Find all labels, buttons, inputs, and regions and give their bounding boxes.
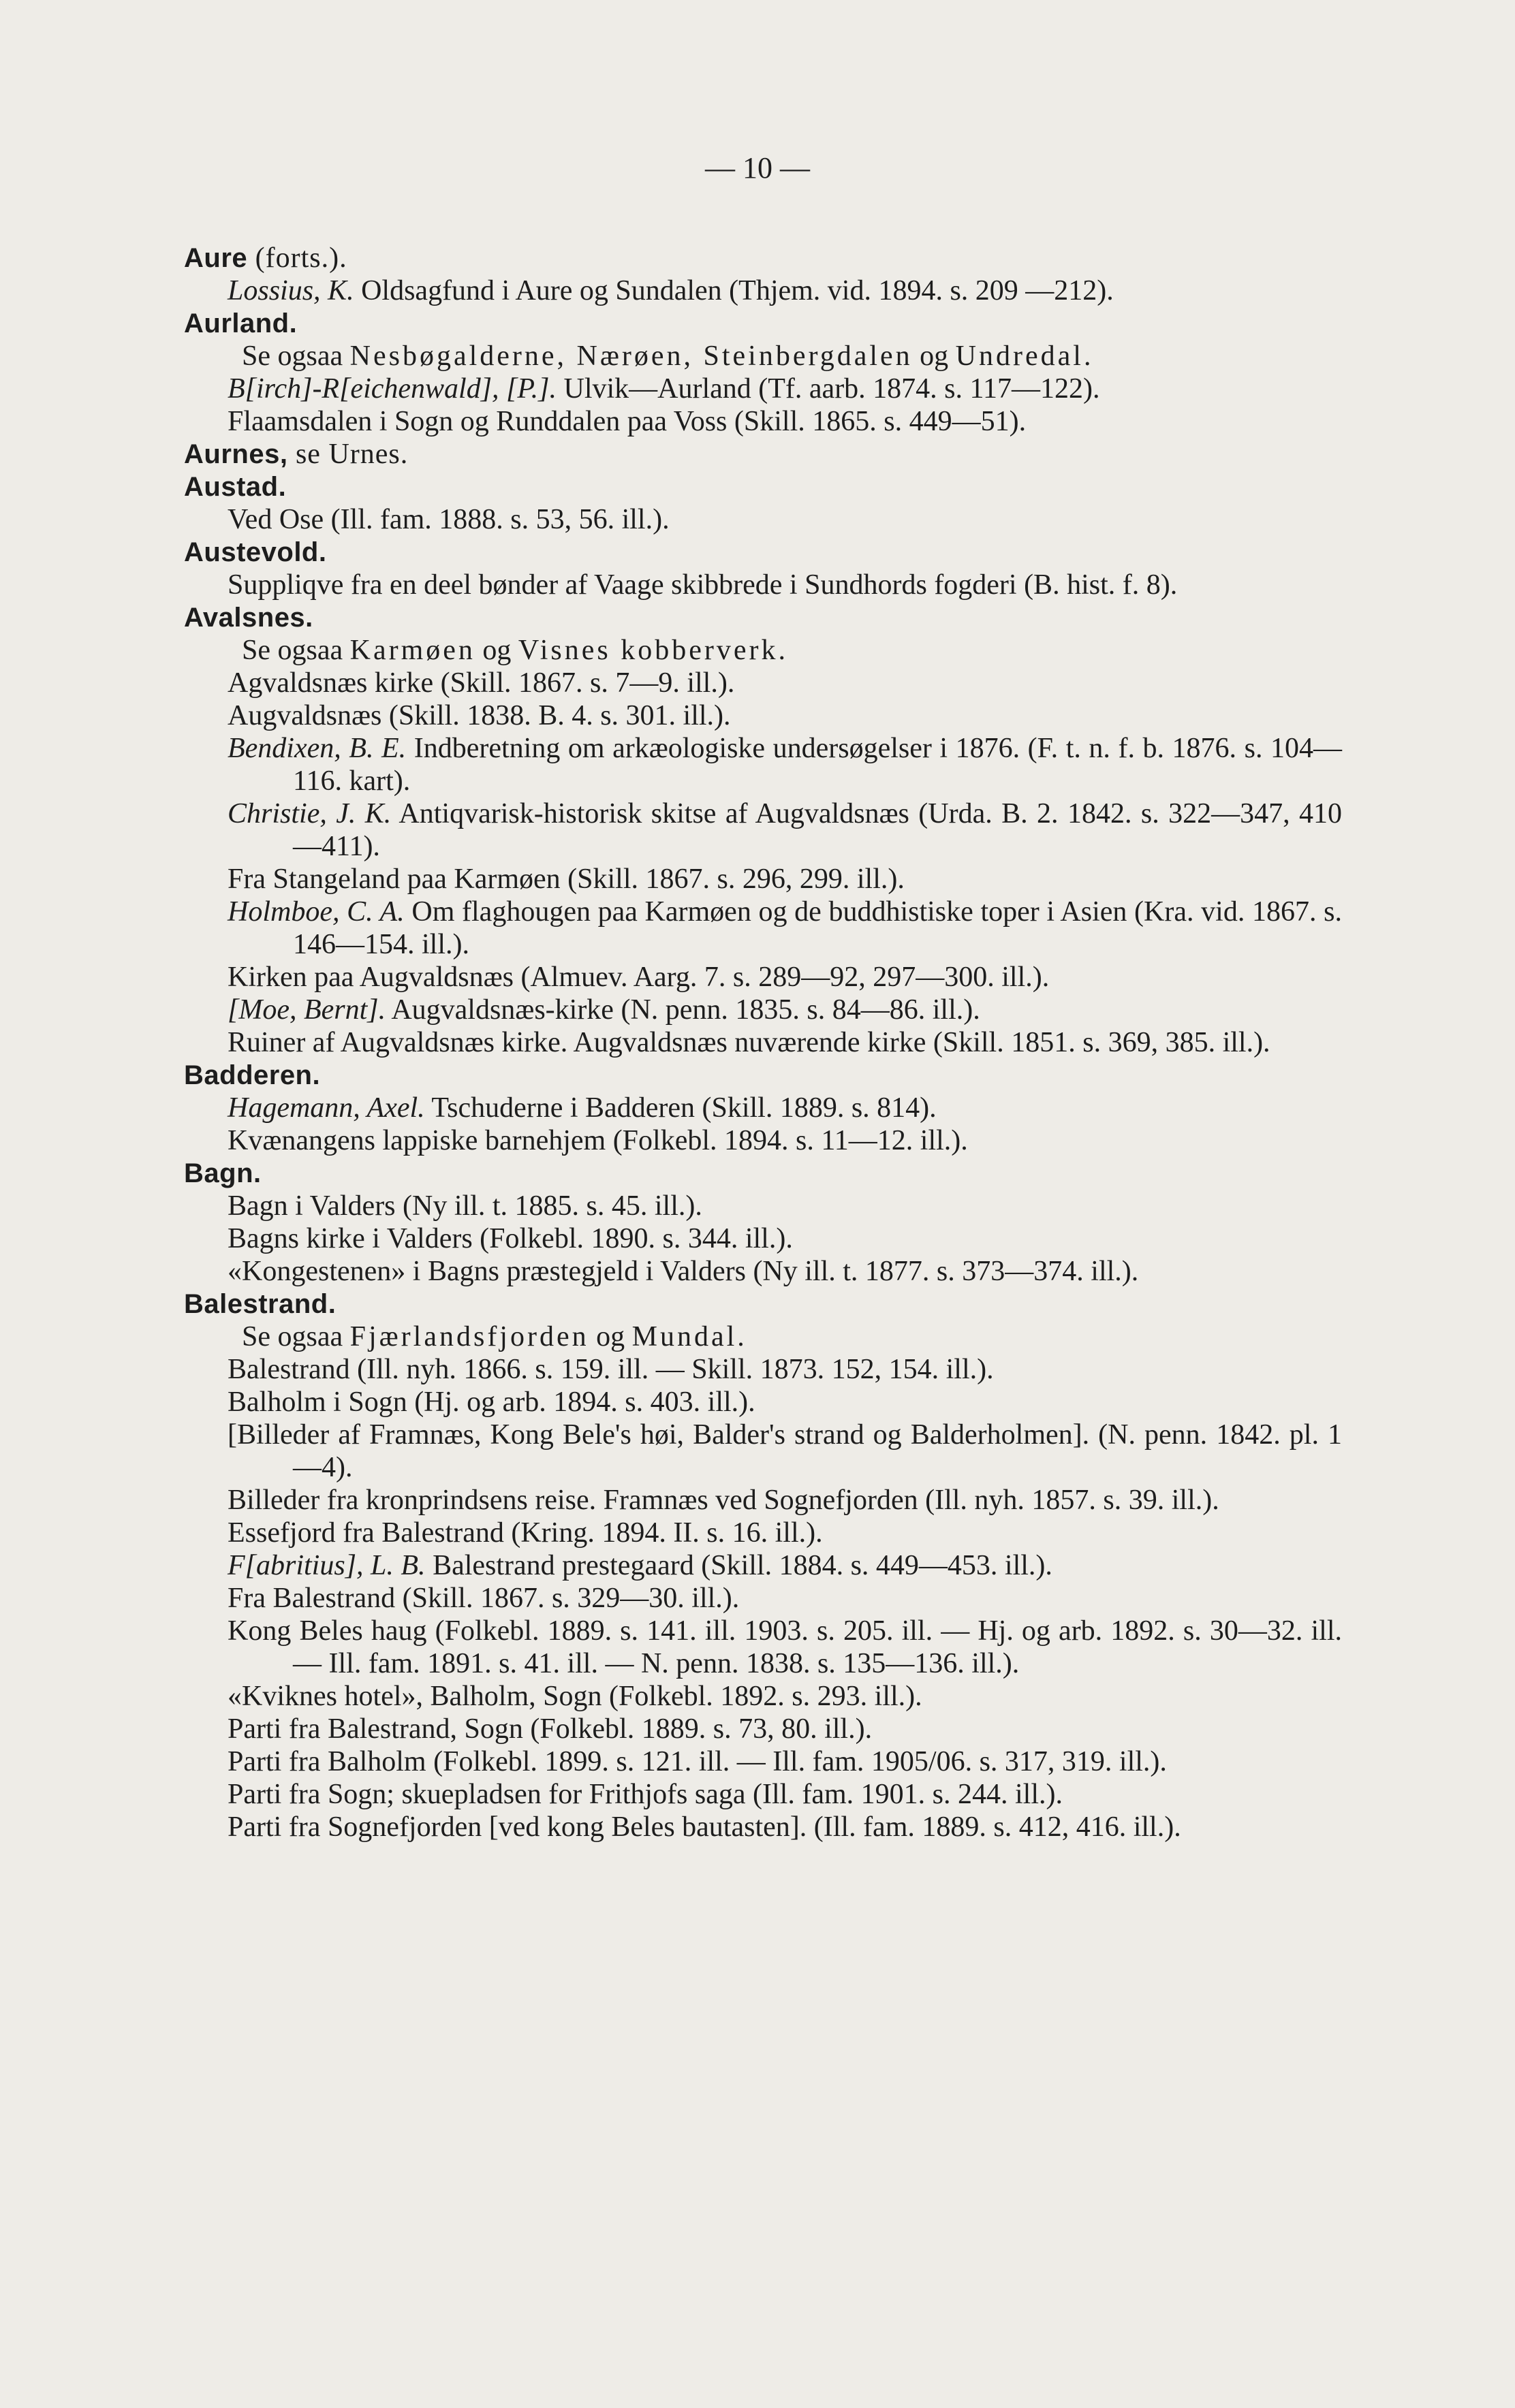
entry-text: Kirken paa Augvaldsnæs (Almuev. Aarg. 7. s. 289—92, 297—300. ill.). xyxy=(228,962,1050,993)
bibliography-entry xyxy=(184,732,1342,797)
bibliography-entry xyxy=(184,569,1342,601)
entry-text: Ved Ose (Ill. fam. 1888. s. 53, 56. ill.). xyxy=(228,504,670,535)
entry-text: Ruiner af Augvaldsnæs kirke. Augvaldsnæs nuværende kirke (Skill. 1851. s. 369, 385. ill.). xyxy=(228,1027,1270,1058)
entry-text: Ulvik—Aurland (Tf. aarb. 1874. s. 117—122). xyxy=(556,373,1100,405)
entry-text: Oldsagfund i Aure og Sundalen (Thjem. vid. 1894. s. 209 —212). xyxy=(354,275,1114,306)
place-heading xyxy=(184,307,1342,340)
cross-reference: Mundal. xyxy=(631,1321,747,1352)
bibliography-entry xyxy=(184,1484,1342,1517)
cross-reference: Urnes. xyxy=(328,439,409,470)
bibliography-entry xyxy=(184,1419,1342,1484)
bibliography-entry xyxy=(184,1549,1342,1582)
place-heading xyxy=(184,601,1342,634)
heading-note: (forts.). xyxy=(247,242,347,274)
entry-text: Parti fra Sogn; skuepladsen for Frithjofs saga (Ill. fam. 1901. s. 244. ill.). xyxy=(228,1779,1063,1810)
bibliography-entry xyxy=(184,863,1342,896)
cross-reference: Karmøen xyxy=(349,635,475,666)
bibliography-entry xyxy=(184,274,1342,307)
entry-text: Bagns kirke i Valders (Folkebl. 1890. s. 344. ill.). xyxy=(228,1223,793,1254)
place-heading xyxy=(184,242,1342,274)
heading-text: Badderen. xyxy=(184,1060,321,1090)
bibliography-entry xyxy=(184,896,1342,961)
bibliography-entry xyxy=(184,1255,1342,1288)
entry-text: Fra Stangeland paa Karmøen (Skill. 1867. s. 296, 299. ill.). xyxy=(228,864,905,895)
bibliography-entry xyxy=(184,699,1342,732)
bibliography-entry xyxy=(184,1353,1342,1386)
place-heading xyxy=(184,471,1342,503)
entry-text: «Kviknes hotel», Balholm, Sogn (Folkebl. 1892. s. 293. ill.). xyxy=(228,1681,922,1712)
entry-text: Bagn i Valders (Ny ill. t. 1885. s. 45. ill.). xyxy=(228,1190,702,1222)
entry-text: Agvaldsnæs kirke (Skill. 1867. s. 7—9. ill.). xyxy=(228,667,735,699)
entry-text: «Kongestenen» i Bagns præstegjeld i Valders (Ny ill. t. 1877. s. 373—374. ill.). xyxy=(228,1256,1139,1287)
bibliography-entry xyxy=(184,503,1342,536)
see-also-joiner: og xyxy=(912,340,956,372)
see-also-prefix: Se ogsaa xyxy=(242,1321,350,1352)
cross-reference: Nesbøgalderne, Nærøen, Steinbergdalen xyxy=(349,340,913,372)
entry-text: Balestrand prestegaard (Skill. 1884. s. 449—453. ill.). xyxy=(425,1550,1052,1581)
entry-text: Balestrand (Ill. nyh. 1866. s. 159. ill. — Skill. 1873. 152, 154. ill.). xyxy=(228,1354,994,1385)
bibliography-entry xyxy=(184,797,1342,863)
entry-text: Billeder fra kronprindsens reise. Framnæs ved Sognefjorden (Ill. nyh. 1857. s. 39. ill.). xyxy=(228,1485,1219,1516)
entry-text: Augvaldsnæs (Skill. 1838. B. 4. s. 301. ill.). xyxy=(228,700,731,731)
bibliography-entry xyxy=(184,373,1342,405)
place-heading xyxy=(184,536,1342,569)
entry-text: Indberetning om arkæologiske undersøgelser i 1876. (F. t. n. f. b. 1876. s. 104—116. kart). xyxy=(293,733,1343,797)
place-heading xyxy=(184,1059,1342,1092)
bibliography-entry xyxy=(184,1680,1342,1713)
entry-text: Fra Balestrand (Skill. 1867. s. 329—30. ill.). xyxy=(228,1583,740,1614)
entry-text: Parti fra Balestrand, Sogn (Folkebl. 1889. s. 73, 80. ill.). xyxy=(228,1713,873,1745)
entry-author: Bendixen, B. E. xyxy=(228,733,407,764)
see-also-line xyxy=(184,340,1342,373)
see-also-line xyxy=(184,1320,1342,1353)
see-also-joiner: og xyxy=(589,1321,632,1352)
bibliography-entry xyxy=(184,1582,1342,1615)
page-number: — 10 — xyxy=(705,151,810,185)
heading-text: Balestrand. xyxy=(184,1289,337,1319)
bibliography-entry xyxy=(184,1713,1342,1745)
entry-text: Parti fra Sognefjorden [ved kong Beles bautasten]. (Ill. fam. 1889. s. 412, 416. ill.). xyxy=(228,1811,1181,1843)
entry-author: B[irch]-R[eichenwald], [P.]. xyxy=(228,373,557,405)
entry-text: Balholm i Sogn (Hj. og arb. 1894. s. 403. ill.). xyxy=(228,1387,755,1418)
entry-author: [Moe, Bernt]. xyxy=(228,994,386,1026)
bibliography-entry xyxy=(184,1778,1342,1811)
entry-text: Essefjord fra Balestrand (Kring. 1894. II. s. 16. ill.). xyxy=(228,1517,823,1549)
bibliography-entry xyxy=(184,405,1342,438)
bibliography-entry xyxy=(184,1222,1342,1255)
entry-text: Kong Beles haug (Folkebl. 1889. s. 141. ill. 1903. s. 205. ill. — Hj. og arb. 1892. s. 30—32. ill. — Ill. fam. 1891. s. 41. ill. — N. penn. 1838. s. 135—136. ill.). xyxy=(228,1615,1342,1679)
entry-author: Hagemann, Axel. xyxy=(228,1092,425,1124)
bibliography-entry xyxy=(184,1190,1342,1222)
entry-text: Antiqvarisk-historisk skitse af Augvaldsnæs (Urda. B. 2. 1842. s. 322—347, 410—411). xyxy=(293,798,1342,862)
see-also-prefix: Se ogsaa xyxy=(242,635,350,666)
entry-author: Holmboe, C. A. xyxy=(228,896,405,928)
entry-text: Om flaghougen paa Karmøen og de buddhistiske toper i Asien (Kra. vid. 1867. s. 146—154. ill.). xyxy=(293,896,1342,960)
heading-text: Austevold. xyxy=(184,537,327,567)
bibliography-entry xyxy=(184,1811,1342,1843)
entry-author: F[abritius], L. B. xyxy=(228,1550,426,1581)
place-heading xyxy=(184,438,1342,471)
see-also-joiner: og xyxy=(475,635,518,666)
bibliography-entry xyxy=(184,667,1342,699)
cross-reference: Fjærlandsfjorden xyxy=(349,1321,589,1352)
cross-reference: Undredal. xyxy=(955,340,1094,372)
heading-text: Bagn. xyxy=(184,1158,262,1188)
bibliography-entry xyxy=(184,1745,1342,1778)
entry-author: Lossius, K. xyxy=(228,275,354,306)
entry-text: Flaamsdalen i Sogn og Runddalen paa Voss (Skill. 1865. s. 449—51). xyxy=(228,406,1027,437)
bibliography-entry xyxy=(184,1386,1342,1419)
entry-text: [Billeder af Framnæs, Kong Bele's høi, Balder's strand og Balderholmen]. (N. penn. 1842. pl. 1—4). xyxy=(228,1419,1342,1483)
entry-text: Parti fra Balholm (Folkebl. 1899. s. 121. ill. — Ill. fam. 1905/06. s. 317, 319. ill.). xyxy=(228,1746,1167,1777)
entry-text: Kvænangens lappiske barnehjem (Folkebl. 1894. s. 11—12. ill.). xyxy=(228,1125,968,1156)
bibliography-entry xyxy=(184,1026,1342,1059)
heading-text: Aurnes, xyxy=(184,439,288,469)
see-also-prefix: Se ogsaa xyxy=(242,340,350,372)
entry-text: Tschuderne i Badderen (Skill. 1889. s. 814). xyxy=(424,1092,937,1124)
cross-reference: Visnes kobberverk. xyxy=(518,635,788,666)
entry-text: Suppliqve fra en deel bønder af Vaage skibbrede i Sundhords fogderi (B. hist. f. 8). xyxy=(228,569,1178,601)
heading-text: Aurland. xyxy=(184,308,298,338)
bibliography-entry xyxy=(184,1615,1342,1680)
bibliography-entry xyxy=(184,1124,1342,1157)
bibliography-entry xyxy=(184,961,1342,994)
entry-text: Augvaldsnæs-kirke (N. penn. 1835. s. 84—86. ill.). xyxy=(386,994,980,1026)
see-also-line xyxy=(184,634,1342,667)
place-heading xyxy=(184,1157,1342,1190)
index-entries xyxy=(184,242,1342,1843)
heading-text: Avalsnes. xyxy=(184,603,313,633)
entry-author: Christie, J. K. xyxy=(228,798,392,829)
place-heading xyxy=(184,1288,1342,1320)
heading-text: Aure xyxy=(184,243,248,273)
heading-text: Austad. xyxy=(184,472,287,502)
heading-note: se xyxy=(287,439,329,470)
bibliography-entry xyxy=(184,994,1342,1026)
bibliography-entry xyxy=(184,1517,1342,1549)
bibliography-entry xyxy=(184,1092,1342,1124)
